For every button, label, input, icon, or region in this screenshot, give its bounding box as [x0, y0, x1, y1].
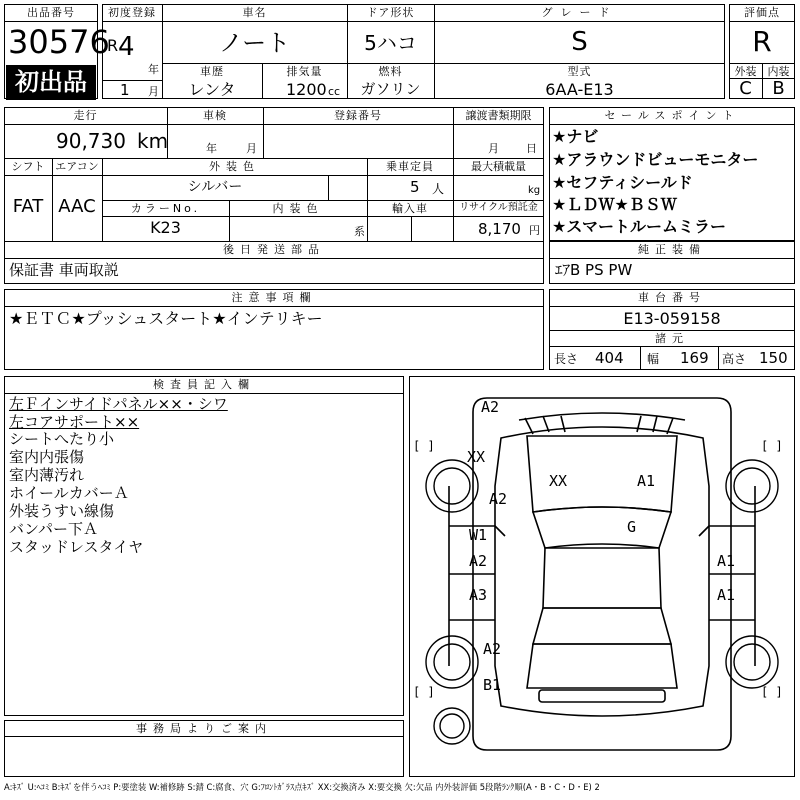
divider — [102, 200, 544, 201]
inspector-line: バンパー下Ａ — [9, 520, 98, 538]
inspector-line: 左コアサポート×× — [9, 413, 140, 431]
mark-left-front-door-b: A2 — [469, 552, 488, 570]
divider — [640, 346, 641, 370]
sales-point-item: ★スマートルームミラー — [552, 217, 727, 236]
width-label: 幅 — [647, 352, 660, 366]
year-unit: 年 — [148, 63, 159, 76]
recycle-label: リサイクル預託金 — [459, 202, 538, 213]
notes-text: ★ＥＴＣ★プッシュスタート★インテリキー — [9, 309, 323, 328]
sales-point-item: ★セフティシールド — [552, 173, 693, 192]
exterior-color-label: 外装色 — [209, 160, 260, 173]
mark-left-quarter: A2 — [483, 640, 502, 658]
fuel-label: 燃料 — [378, 65, 403, 78]
inspector-line: 左Ｆインサイドパネル××・シワ — [9, 395, 228, 413]
displacement-unit: cc — [328, 85, 341, 98]
recycle-deposit: 8,170 — [478, 220, 521, 238]
max-load-unit: kg — [528, 185, 541, 196]
recycle-unit: 円 — [529, 224, 540, 237]
equipment-text: ｴｱB PS PW — [555, 261, 633, 279]
car-damage-diagram — [409, 376, 795, 777]
mileage-unit: km — [137, 129, 169, 153]
inspector-line: シートへたり小 — [9, 430, 115, 448]
divider — [4, 158, 544, 159]
length-label: 長さ — [554, 352, 579, 366]
era-letter: R — [107, 36, 119, 55]
length: 404 — [595, 349, 624, 367]
interior-color-label: 内装色 — [272, 202, 324, 215]
mark-hood-left: XX — [549, 472, 568, 490]
model-code: 6AA-E13 — [545, 80, 614, 99]
accessories-label: 後日発送部品 — [223, 243, 325, 256]
first-registration-label: 初度登録 — [108, 6, 156, 19]
mileage: 90,730 — [56, 129, 126, 153]
month-unit: 月 — [148, 85, 159, 98]
damage-legend: A:ｷｽﾞ U:ﾍｺﾐ B:ｷｽﾞを伴うﾍｺﾐ P:要塗装 W:補修跡 S:錆 C:腐食、穴 G:ﾌﾛﾝﾄｶﾞﾗｽ点ｷｽﾞ XX:交換済み X:要交換 欠:欠品 内外装評価 5段階ﾗﾝｸ順(A・B・C・D・E) 2 — [4, 782, 600, 792]
chassis-number: E13-059158 — [623, 309, 721, 328]
era-year: 4 — [118, 32, 135, 62]
mark-rear-bumper: B1 — [483, 676, 502, 694]
divider — [4, 21, 98, 22]
divider — [4, 175, 544, 176]
model-code-label: 型式 — [567, 65, 592, 78]
transfer-docs-label: 譲渡書類期限 — [465, 109, 532, 122]
mark-left-rear-door: A3 — [469, 586, 488, 604]
transfer-month-unit: 月 — [488, 142, 499, 155]
divider — [4, 306, 544, 307]
divider — [718, 346, 719, 370]
divider — [411, 216, 412, 241]
shift: FAT — [12, 196, 44, 217]
inspection-year-unit: 年 — [206, 142, 217, 155]
inspector-label: 検査員記入欄 — [153, 378, 255, 391]
door-type: 5ハコ — [364, 31, 417, 55]
displacement: 1200 — [286, 80, 327, 99]
max-load-label: 最大積載量 — [471, 160, 526, 173]
sales-point-item: ★アラウンドビューモニター — [552, 150, 759, 169]
displacement-label: 排気量 — [286, 65, 323, 78]
mark-hood-right: A1 — [637, 472, 656, 490]
divider — [549, 330, 795, 331]
divider — [549, 258, 795, 259]
inspection-label: 車検 — [203, 109, 227, 122]
inspector-line: ホイールカバーＡ — [9, 484, 129, 502]
exterior-label: 外装 — [734, 65, 757, 78]
divider — [4, 241, 544, 242]
divider — [4, 736, 404, 737]
score-label: 評価点 — [744, 6, 780, 19]
vehicle-history: レンタ — [188, 80, 236, 99]
inspector-line: 外装うすい線傷 — [9, 502, 115, 520]
dimensions-label: 諸元 — [655, 332, 689, 345]
height: 150 — [759, 349, 788, 367]
aircon: AAC — [58, 196, 96, 217]
registration-number-label: 登録番号 — [334, 109, 382, 122]
sales-point-item: ★ナビ — [552, 127, 599, 146]
divider — [549, 124, 795, 125]
mark-left-front-upper: XX — [467, 448, 486, 466]
capacity: 5 — [410, 178, 420, 196]
mark-right-front-door: A1 — [717, 552, 736, 570]
notes-label: 注意事項欄 — [231, 291, 317, 304]
bracket-mark: [ ] — [761, 685, 783, 699]
divider — [328, 175, 329, 200]
first-reg-month: 1 — [120, 81, 130, 99]
bracket-mark: [ ] — [761, 439, 783, 453]
mark-front-bumper: A2 — [481, 398, 500, 416]
shift-label: シフト — [11, 160, 45, 173]
accessories-text: 保証書 車両取説 — [9, 261, 119, 279]
divider — [4, 124, 544, 125]
height-label: 高さ — [722, 352, 747, 366]
sales-point-item: ★ＬＤＷ★ＢＳＷ — [552, 195, 677, 214]
mark-left-front-door-a: W1 — [469, 526, 488, 544]
office-label: 事務局よりご案内 — [136, 722, 272, 735]
capacity-unit: 人 — [432, 182, 445, 196]
divider — [549, 306, 795, 307]
bracket-mark: [ ] — [413, 685, 435, 699]
divider — [4, 393, 404, 394]
door-type-label: ドア形状 — [366, 6, 415, 19]
inspector-line: 室内内張傷 — [9, 448, 85, 466]
mileage-label: 走行 — [73, 109, 98, 122]
mark-left-fender: A2 — [489, 490, 508, 508]
mark-right-rear-door: A1 — [717, 586, 736, 604]
divider — [102, 216, 544, 217]
transfer-day-unit: 日 — [526, 142, 537, 155]
car-name-label: 車名 — [242, 6, 267, 19]
grade: S — [571, 27, 588, 57]
width: 169 — [680, 349, 709, 367]
score: R — [752, 25, 772, 58]
interior-label: 内装 — [767, 65, 790, 78]
mark-windshield: G — [627, 518, 637, 536]
inspection-month-unit: 月 — [246, 142, 257, 155]
aircon-label: エアコン — [55, 160, 99, 173]
car-name: ノート — [218, 29, 291, 57]
inspector-line: 室内薄汚れ — [9, 466, 85, 484]
history-label: 車歴 — [200, 65, 224, 78]
divider — [162, 63, 725, 64]
equipment-label: 純正装備 — [638, 243, 706, 256]
exterior-color: シルバー — [187, 179, 243, 195]
capacity-label: 乗車定員 — [386, 160, 434, 173]
color-number-label: カラーNo. — [130, 202, 201, 215]
import-label: 輸入車 — [392, 202, 428, 215]
listing-number-label: 出品番号 — [27, 6, 75, 19]
grade-label: グレード — [541, 6, 618, 19]
divider — [549, 346, 795, 347]
interior-color-unit: 系 — [354, 225, 365, 238]
divider — [729, 21, 795, 22]
divider — [102, 21, 725, 22]
first-listing-badge: 初出品 — [6, 65, 96, 100]
sales-points-label: セールスポイント — [604, 109, 740, 122]
divider — [4, 258, 544, 259]
exterior-grade: C — [739, 78, 752, 99]
listing-number: 30576 — [8, 23, 110, 61]
interior-grade: B — [772, 78, 785, 99]
inspector-line: スタッドレスタイヤ — [9, 538, 144, 556]
divider — [102, 80, 162, 81]
chassis-label: 車台番号 — [638, 291, 706, 304]
fuel: ガソリン — [360, 80, 421, 98]
bracket-mark: [ ] — [413, 439, 435, 453]
color-number: K23 — [150, 218, 181, 237]
